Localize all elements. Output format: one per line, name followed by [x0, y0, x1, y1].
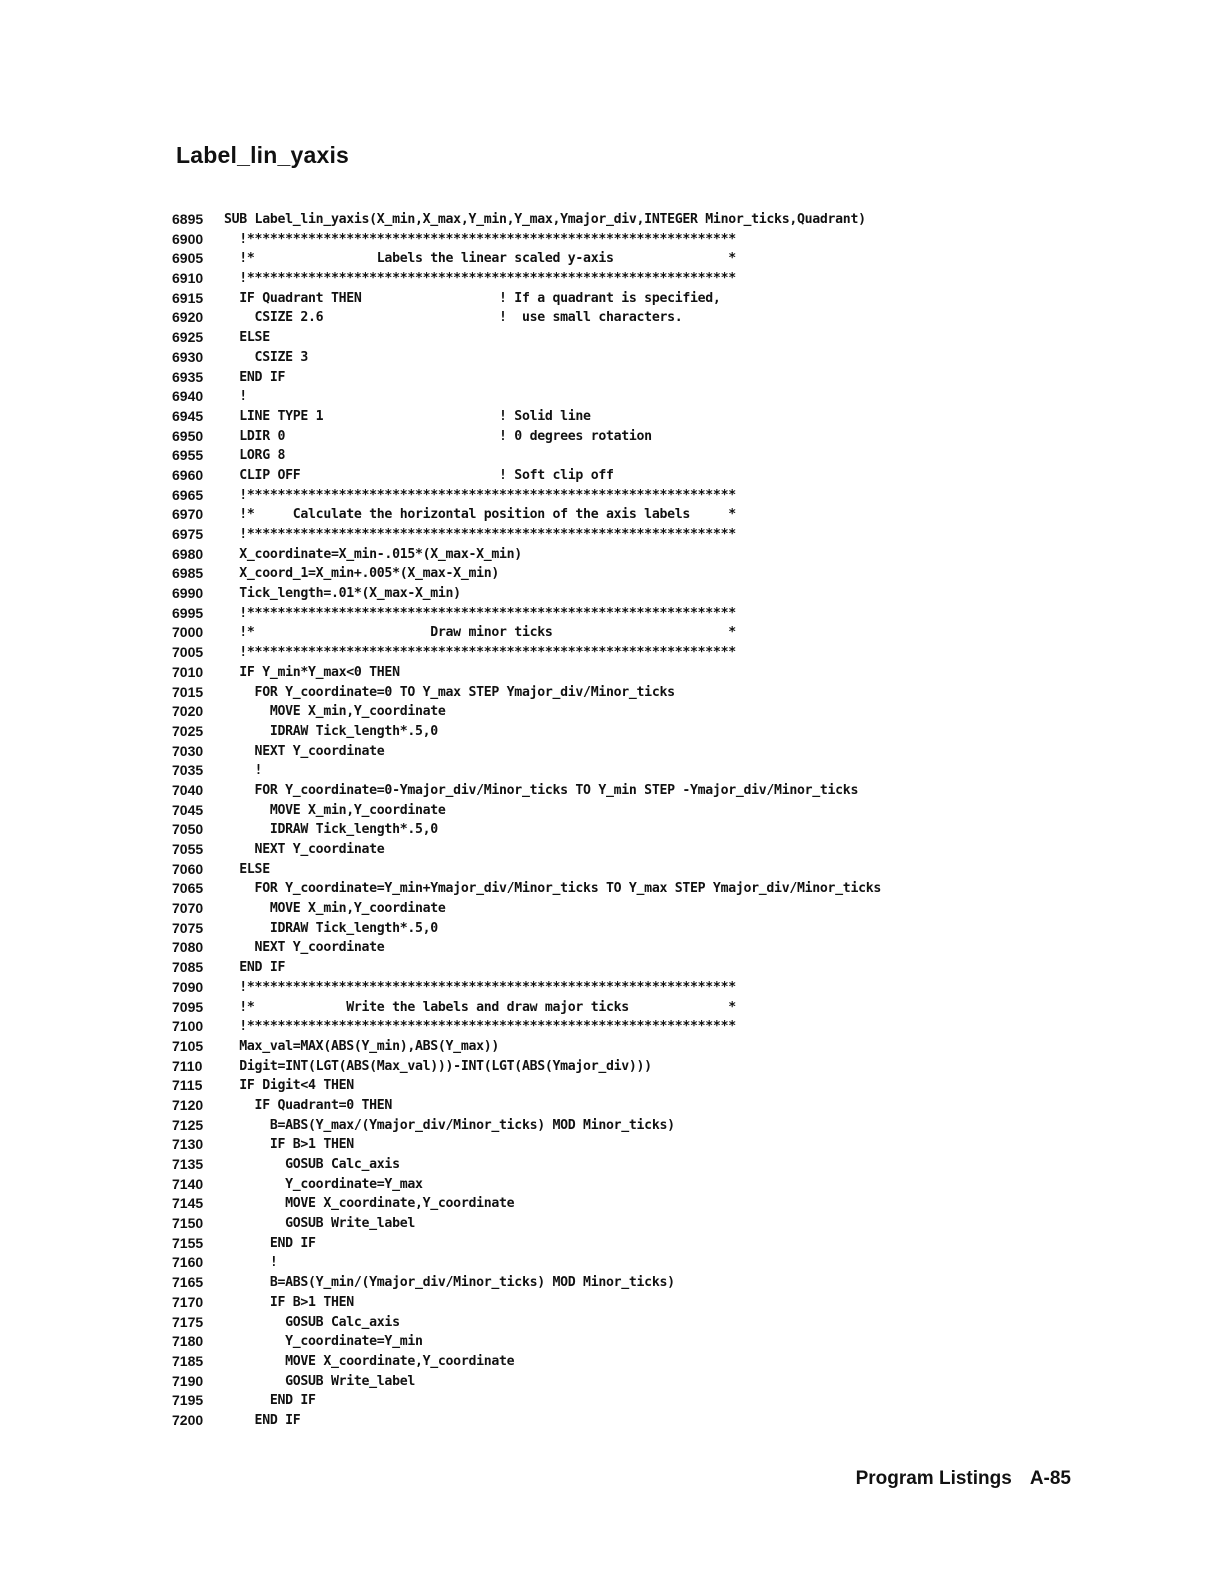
code-text: !: [224, 389, 247, 405]
line-number: 7055: [172, 841, 204, 857]
code-line: [172, 308, 1172, 328]
code-text: !****************************************************************: [224, 271, 736, 287]
code-line: [172, 663, 1172, 683]
code-text: IF Digit<4 THEN: [224, 1078, 354, 1094]
line-number: 7065: [172, 880, 204, 897]
code-line: [172, 1017, 1172, 1037]
code-text: !* Write the labels and draw major ticks *: [224, 999, 736, 1015]
code-text: MOVE X_min,Y_coordinate: [224, 704, 446, 720]
footer-page-number: A-85: [1029, 1468, 1071, 1489]
code-text: GOSUB Calc_axis: [224, 1157, 400, 1172]
line-number: 6970: [172, 506, 204, 523]
line-number: 7150: [172, 1215, 204, 1232]
line-number: 7200: [172, 1411, 204, 1428]
code-text: !****************************************************************: [224, 645, 736, 661]
line-number: 7185: [172, 1352, 204, 1369]
code-text: MOVE X_min,Y_coordinate: [224, 901, 446, 917]
code-line: [172, 1194, 1172, 1214]
code-text: NEXT Y_coordinate: [224, 743, 385, 759]
page-footer: [856, 1468, 1071, 1490]
code-line: [172, 249, 1172, 269]
code-line: [172, 505, 1172, 525]
code-line: [172, 801, 1172, 821]
code-text: !* Calculate the horizontal position of the axis labels *: [224, 507, 736, 523]
line-number: 7090: [172, 978, 204, 995]
code-line: [172, 1155, 1172, 1175]
line-number: 7060: [172, 860, 204, 877]
code-text: MOVE X_coordinate,Y_coordinate: [224, 1353, 515, 1369]
line-number: 7020: [172, 703, 204, 720]
line-number: 7165: [172, 1274, 204, 1291]
line-number: 6915: [172, 289, 204, 306]
line-number: 6975: [172, 526, 204, 542]
code-line: [172, 919, 1172, 939]
code-line: [172, 643, 1172, 663]
code-line: [172, 1293, 1172, 1313]
code-line: [172, 1057, 1172, 1077]
line-number: 7045: [172, 801, 204, 818]
code-line: [172, 1411, 1172, 1431]
code-listing: [172, 210, 1172, 1431]
code-text: IF B>1 THEN: [224, 1294, 354, 1310]
code-line: [172, 683, 1172, 703]
code-text: !****************************************************************: [224, 1019, 736, 1035]
code-line: [172, 328, 1172, 348]
line-number: 7080: [172, 939, 204, 956]
code-line: [172, 1352, 1172, 1372]
code-text: !****************************************************************: [224, 231, 736, 247]
line-number: 7145: [172, 1195, 204, 1212]
line-number: 7025: [172, 722, 204, 739]
code-line: [172, 1313, 1172, 1333]
code-line: [172, 1273, 1172, 1293]
code-text: END IF: [224, 1235, 316, 1251]
code-line: [172, 623, 1172, 643]
line-number: 6960: [172, 466, 204, 483]
code-line: [172, 820, 1172, 840]
code-line: [172, 1096, 1172, 1116]
code-text: LORG 8: [224, 448, 286, 464]
code-line: [172, 879, 1172, 899]
code-text: FOR Y_coordinate=0-Ymajor_div/Minor_ticks TO Y_min STEP -Ymajor_div/Minor_ticks: [224, 782, 859, 798]
code-text: X_coordinate=X_min-.015*(X_max-X_min): [224, 546, 522, 562]
code-line: [172, 564, 1172, 584]
code-text: END IF: [224, 1412, 301, 1428]
code-text: Y_coordinate=Y_max: [224, 1176, 423, 1192]
code-line: [172, 978, 1172, 998]
code-text: GOSUB Calc_axis: [224, 1314, 400, 1330]
line-number: 7105: [172, 1037, 204, 1054]
line-number: 7035: [172, 762, 204, 779]
code-text: CSIZE 2.6 ! use small characters.: [224, 310, 683, 326]
code-line: [172, 840, 1172, 860]
line-number: 7195: [172, 1392, 204, 1409]
line-number: 7030: [172, 742, 204, 759]
code-line: [172, 289, 1172, 309]
code-line: [172, 604, 1172, 624]
line-number: 7175: [172, 1313, 204, 1330]
code-text: LDIR 0 ! 0 degrees rotation: [224, 428, 652, 444]
code-line: [172, 860, 1172, 880]
code-line: [172, 584, 1172, 604]
code-text: MOVE X_coordinate,Y_coordinate: [224, 1196, 515, 1212]
line-number: 6965: [172, 486, 204, 503]
line-number: 6980: [172, 545, 204, 562]
line-number: 7125: [172, 1116, 204, 1133]
code-line: [172, 230, 1172, 250]
code-line: [172, 1116, 1172, 1136]
line-number: 6990: [172, 585, 204, 602]
code-text: Y_coordinate=Y_min: [224, 1334, 423, 1350]
line-number: 6895: [172, 211, 204, 227]
code-text: !****************************************************************: [224, 487, 736, 503]
line-number: 7115: [172, 1077, 203, 1094]
line-number: 7005: [172, 644, 204, 661]
code-line: [172, 1391, 1172, 1411]
code-text: FOR Y_coordinate=0 TO Y_max STEP Ymajor_div/Minor_ticks: [224, 684, 675, 700]
code-text: !* Labels the linear scaled y-axis *: [224, 251, 736, 267]
code-text: !****************************************************************: [224, 605, 736, 621]
code-line: [172, 781, 1172, 801]
line-number: 7190: [172, 1372, 204, 1389]
code-line: [172, 998, 1172, 1018]
line-number: 6910: [172, 270, 204, 287]
code-line: [172, 1234, 1172, 1254]
code-text: END IF: [224, 960, 286, 976]
line-number: 6955: [172, 447, 204, 464]
line-number: 7160: [172, 1254, 204, 1271]
code-text: IF Quadrant=0 THEN: [224, 1097, 393, 1113]
line-number: 6995: [172, 604, 204, 621]
line-number: 7000: [172, 624, 204, 641]
code-text: GOSUB Write_label: [224, 1216, 415, 1232]
line-number: 7085: [172, 959, 204, 976]
code-line: [172, 407, 1172, 427]
code-text: IF Y_min*Y_max<0 THEN: [224, 664, 400, 680]
code-text: IF Quadrant THEN ! If a quadrant is specified,: [224, 290, 721, 306]
line-number: 7140: [172, 1175, 204, 1192]
code-text: MOVE X_min,Y_coordinate: [224, 802, 446, 818]
code-text: ELSE: [224, 330, 270, 346]
code-text: Max_val=MAX(ABS(Y_min),ABS(Y_max)): [224, 1038, 500, 1054]
line-number: 6935: [172, 368, 204, 385]
page-title: Label_lin_yaxis: [176, 142, 350, 168]
line-number: 6905: [172, 250, 204, 267]
line-number: 7135: [172, 1156, 204, 1172]
code-text: NEXT Y_coordinate: [224, 940, 385, 956]
code-text: LINE TYPE 1 ! Solid line: [224, 408, 591, 424]
code-text: ELSE: [224, 861, 270, 877]
code-line: [172, 702, 1172, 722]
code-line: [172, 427, 1172, 447]
code-line: [172, 938, 1172, 958]
code-text: Tick_length=.01*(X_max-X_min): [224, 586, 461, 602]
code-line: [172, 722, 1172, 742]
line-number: 7120: [172, 1096, 204, 1113]
code-line: [172, 1332, 1172, 1352]
line-number: 7095: [172, 998, 204, 1015]
line-number: 7015: [172, 683, 204, 700]
code-line: [172, 742, 1172, 762]
line-number: 7010: [172, 663, 204, 680]
footer-section: Program Listings: [855, 1468, 1012, 1489]
code-text: !: [224, 1255, 278, 1271]
code-line: [172, 210, 1172, 230]
code-line: [172, 958, 1172, 978]
code-text: FOR Y_coordinate=Y_min+Ymajor_div/Minor_ticks TO Y_max STEP Ymajor_div/Minor_ticks: [224, 881, 882, 897]
code-text: Digit=INT(LGT(ABS(Max_val)))-INT(LGT(ABS(Ymajor_div))): [224, 1058, 652, 1074]
code-line: [172, 1214, 1172, 1234]
code-line: [172, 466, 1172, 486]
code-text: B=ABS(Y_min/(Ymajor_div/Minor_ticks) MOD Minor_ticks): [224, 1275, 675, 1291]
code-line: [172, 1135, 1172, 1155]
code-line: [172, 368, 1172, 388]
code-line: [172, 387, 1172, 407]
code-line: [172, 348, 1172, 368]
line-number: 7070: [172, 900, 204, 917]
code-text: NEXT Y_coordinate: [224, 842, 385, 857]
code-text: IDRAW Tick_length*.5,0: [224, 723, 438, 739]
line-number: 6985: [172, 565, 204, 582]
code-text: IDRAW Tick_length*.5,0: [224, 822, 438, 838]
code-line: [172, 761, 1172, 781]
code-text: !****************************************************************: [224, 527, 736, 542]
code-text: IF B>1 THEN: [224, 1137, 354, 1153]
code-line: [172, 446, 1172, 466]
line-number: 6920: [172, 309, 204, 326]
line-number: 7170: [172, 1293, 204, 1310]
code-text: IDRAW Tick_length*.5,0: [224, 920, 438, 936]
code-line: [172, 899, 1172, 919]
line-number: 7075: [172, 919, 204, 936]
code-text: GOSUB Write_label: [224, 1373, 415, 1389]
code-line: [172, 1372, 1172, 1392]
code-line: [172, 1037, 1172, 1057]
line-number: 6900: [172, 230, 204, 247]
line-number: 6950: [172, 427, 204, 444]
code-line: [172, 545, 1172, 565]
line-number: 6940: [172, 388, 204, 405]
line-number: 7050: [172, 821, 204, 838]
code-text: B=ABS(Y_max/(Ymajor_div/Minor_ticks) MOD Minor_ticks): [224, 1117, 675, 1133]
line-number: 7180: [172, 1333, 204, 1350]
line-number: 7100: [172, 1018, 204, 1035]
code-text: END IF: [224, 1393, 316, 1409]
code-text: CLIP OFF ! Soft clip off: [224, 467, 614, 483]
code-text: !****************************************************************: [224, 979, 736, 995]
code-text: !* Draw minor ticks *: [224, 625, 736, 641]
line-number: 7155: [172, 1234, 204, 1251]
line-number: 6945: [172, 407, 204, 424]
line-number: 7130: [172, 1136, 204, 1153]
code-text: CSIZE 3: [224, 349, 309, 365]
code-line: [172, 1253, 1172, 1273]
line-number: 7040: [172, 781, 204, 798]
code-text: END IF: [224, 369, 286, 385]
line-number: 6930: [172, 348, 204, 365]
code-line: [172, 269, 1172, 289]
line-number: 6925: [172, 329, 204, 346]
code-line: [172, 486, 1172, 506]
line-number: 7110: [172, 1057, 203, 1074]
code-text: SUB Label_lin_yaxis(X_min,X_max,Y_min,Y_max,Ymajor_div,INTEGER Minor_ticks,Quadrant): [224, 212, 866, 227]
code-line: [172, 1175, 1172, 1195]
code-line: [172, 525, 1172, 545]
code-text: X_coord_1=X_min+.005*(X_max-X_min): [224, 566, 500, 582]
code-text: !: [224, 763, 263, 779]
code-line: [172, 1076, 1172, 1096]
